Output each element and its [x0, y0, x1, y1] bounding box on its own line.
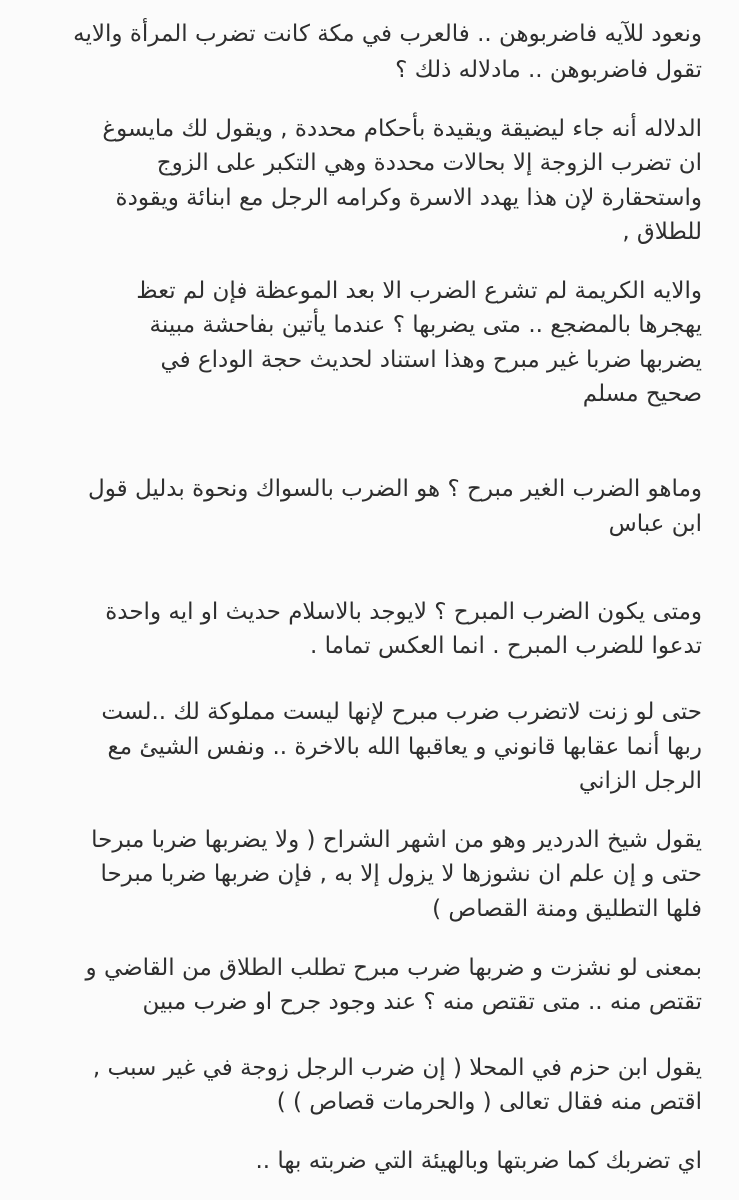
text-line: اقتص منه فقال تعالى ( والحرمات قصاص ) ) — [276, 1089, 702, 1115]
text-line: ابن عباس — [608, 511, 702, 537]
text-line: واستحقارة لإن هذا يهدد الاسرة وكرامه الرجل مع ابنائة ويقودة — [115, 185, 702, 211]
text-line: وماهو الضرب الغير مبرح ؟ هو الضرب بالسواك ونحوة بدليل قول — [88, 476, 702, 502]
text-line: يهجرها بالمضجع .. متى يضربها ؟ عندما يأتين بفاحشة مبينة — [149, 312, 702, 338]
text-line: تقتص منه .. متى تقتص منه ؟ عند وجود جرح او ضرب مبين — [142, 989, 702, 1015]
text-line: فلها التطليق ومنة القصاص ) — [432, 896, 702, 922]
text-line: يضربها ضربا غير مبرح وهذا استناد لحديث حجة الوداع في — [160, 347, 702, 373]
text-line: ونعود للآيه فاضربوهن .. فالعرب في مكة كانت تضرب المرأة والايه — [73, 21, 702, 47]
text-line: حتى و إن علم ان نشوزها لا يزول إلا به , فإن ضربها ضربا مبرحا — [100, 861, 702, 887]
text-line: والايه الكريمة لم تشرع الضرب الا بعد الموعظة فإن لم تعظ — [136, 278, 702, 304]
text-line: تقول فاضربوهن .. مادلاله ذلك ؟ — [395, 57, 702, 83]
text-line: ومتى يكون الضرب المبرح ؟ لايوجد بالاسلام حديث او ايه واحدة — [105, 599, 702, 625]
text-line: الدلاله أنه جاء ليضيقة ويقيدة بأحكام محددة , ويقول لك مايسوغ — [102, 116, 702, 142]
text-line: ان تضرب الزوجة إلا بحالات محددة وهي التكبر على الزوج — [156, 150, 702, 176]
text-line: يقول ابن حزم في المحلا ( إن ضرب الرجل زوجة في غير سبب , — [92, 1055, 702, 1081]
text-line: ربها أنما عقابها قانوني و يعاقبها الله بالاخرة .. ونفس الشيئ مع — [107, 734, 702, 760]
text-line: يقول شيخ الدردير وهو من اشهر الشراح ( ولا يضربها ضربا مبرحا — [91, 827, 702, 853]
text-line: اي تضربك كما ضربتها وبالهيئة التي ضربته بها .. — [255, 1148, 702, 1174]
text-line: تدعوا للضرب المبرح . انما العكس تماما . — [310, 633, 702, 659]
text-line: بمعنى لو نشزت و ضربها ضرب مبرح تطلب الطلاق من القاضي و — [85, 955, 702, 981]
text-line: حتى لو زنت لاتضرب ضرب مبرح لإنها ليست مملوكة لك ..لست — [101, 699, 702, 725]
text-line: الرجل الزاني — [578, 768, 702, 794]
text-line: صحيح مسلم — [582, 381, 702, 407]
text-line: للطلاق , — [622, 219, 702, 245]
